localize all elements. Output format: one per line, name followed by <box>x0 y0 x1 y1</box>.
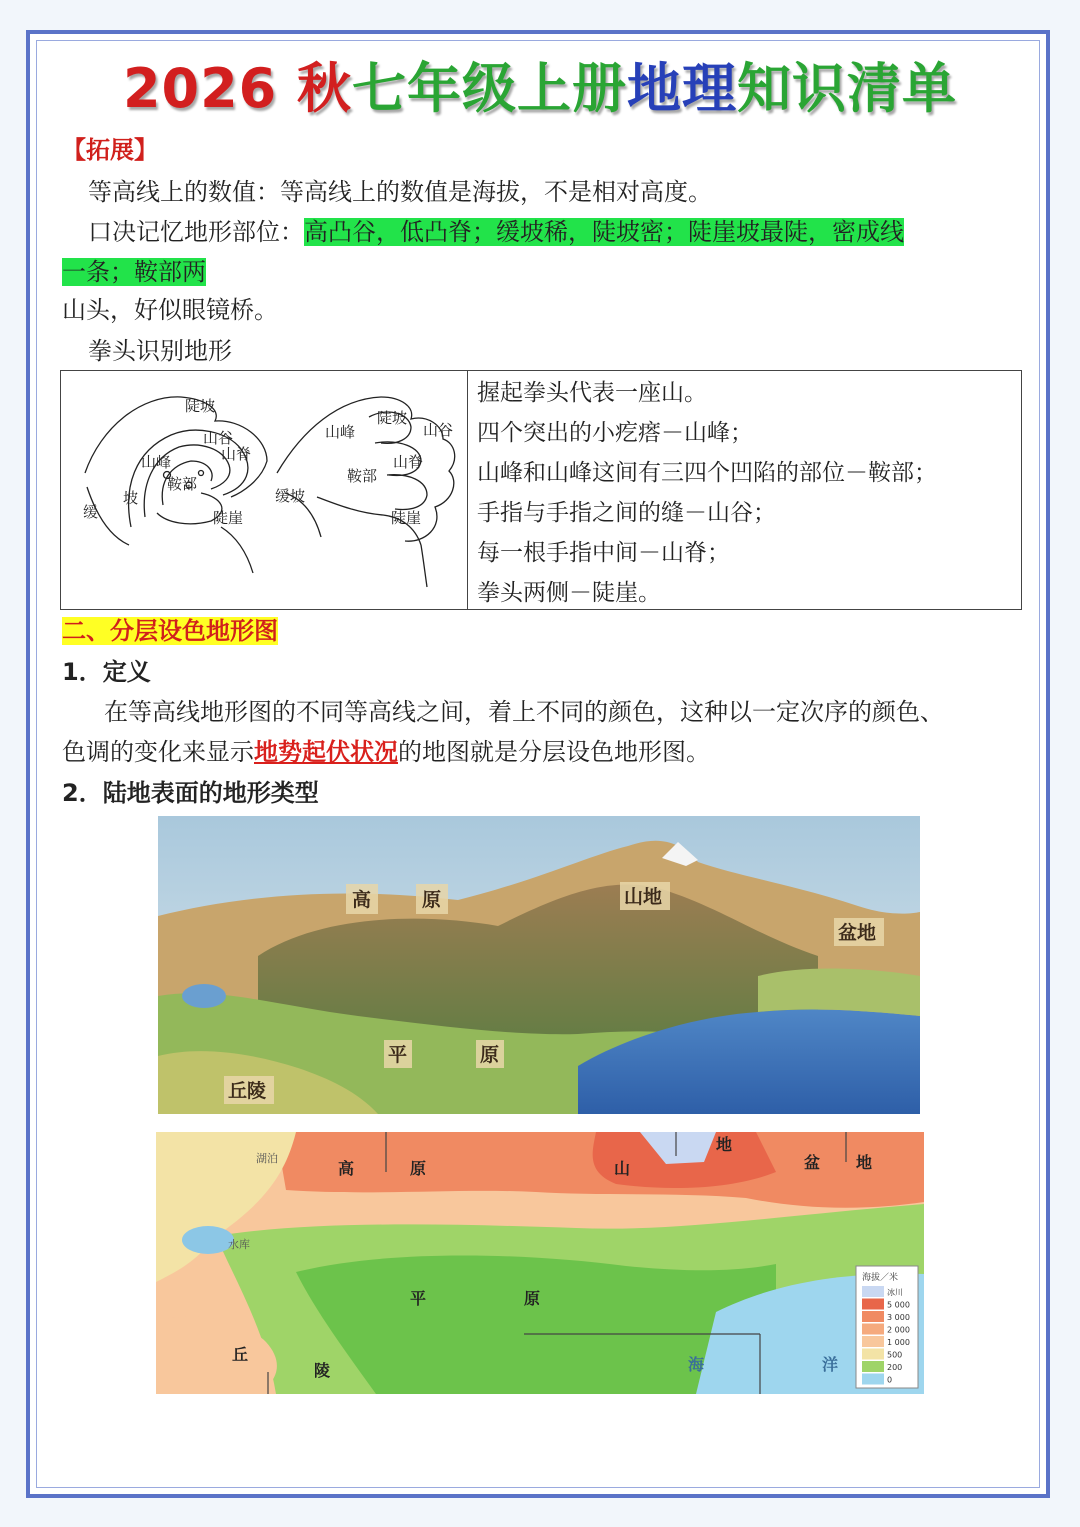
landscape-label-plain-b: 原 <box>480 1044 500 1066</box>
map-label-hills-b: 陵 <box>314 1361 331 1380</box>
definition-suffix: 的地图就是分层设色地形图。 <box>398 738 710 766</box>
legend-swatch <box>862 1374 884 1385</box>
legend-label: 冰川 <box>887 1288 903 1297</box>
landscape-illustration <box>158 816 920 1114</box>
landscape-label-hills: 丘陵 <box>228 1080 267 1102</box>
map-label-plain-b: 原 <box>524 1289 541 1308</box>
elevation-legend <box>856 1266 918 1388</box>
map-label-sea-a: 海 <box>688 1355 705 1374</box>
fist-diagrams <box>71 377 463 605</box>
map-label-mountain-a: 山 <box>614 1159 631 1178</box>
landscape-label-plateau-b: 原 <box>422 889 442 911</box>
legend-swatch <box>862 1349 884 1360</box>
map-label-basin-a: 盆 <box>804 1153 821 1172</box>
definition-heading: 1．定义 <box>62 658 151 686</box>
mnemonic-highlight-1: 高凸谷，低凸脊；缓坡稀，陡坡密；陡崖坡最陡，密成线 <box>304 218 904 246</box>
fist-line: 四个突出的小疙瘩－山峰； <box>477 420 753 446</box>
map-label-lake: 湖泊 <box>256 1152 278 1165</box>
right-label-gentle-slope: 缓坡 <box>275 487 306 505</box>
landscape-label-mountain: 山地 <box>624 886 663 908</box>
left-label-ridge: 山脊 <box>221 445 252 463</box>
mnemonic-highlight-2: 一条；鞍部两 <box>62 258 206 286</box>
left-label-cliff: 陡崖 <box>213 509 244 527</box>
left-label-gentle-b: 坡 <box>123 489 139 507</box>
section2-heading-text: 二、分层设色地形图 <box>62 617 278 645</box>
legend-label: 200 <box>887 1363 903 1372</box>
definition-line-2 <box>62 732 710 772</box>
expand-heading: 【拓展】 <box>62 136 158 164</box>
legend-label: 1 000 <box>887 1338 910 1347</box>
legend-swatch <box>862 1361 884 1372</box>
left-label-saddle: 鞍部 <box>167 475 198 493</box>
mnemonic-tail: 山头，好似眼镜桥。 <box>62 296 278 324</box>
left-label-steep-slope: 陡坡 <box>185 397 216 415</box>
contour-value-line: 等高线上的数值：等高线上的数值是海拔，不是相对高度。 <box>88 178 712 206</box>
legend-swatch <box>862 1311 884 1322</box>
legend-label: 0 <box>887 1375 893 1385</box>
legend-label: 3 000 <box>887 1313 910 1322</box>
layered-color-map <box>156 1132 924 1394</box>
fist-line: 握起拳头代表一座山。 <box>477 380 707 406</box>
left-label-peak: 山峰 <box>141 453 172 471</box>
legend-swatch <box>862 1299 884 1310</box>
map-label-sea-b: 洋 <box>822 1355 839 1374</box>
fist-line: 拳头两侧－陡崖。 <box>477 580 661 606</box>
fist-explanation <box>477 373 937 613</box>
legend-label: 500 <box>887 1350 903 1360</box>
map-label-plateau-a: 高 <box>338 1159 355 1178</box>
title-part-year: 2026 秋 <box>122 57 353 120</box>
fist-heading: 拳头识别地形 <box>88 337 232 365</box>
left-label-gentle-a: 缓 <box>83 503 99 521</box>
left-label-valley: 山谷 <box>203 429 234 447</box>
definition-prefix: 色调的变化来显示 <box>62 738 254 766</box>
mnemonic-line-2 <box>62 252 206 292</box>
right-label-cliff: 陡崖 <box>391 509 422 527</box>
mnemonic-line-1 <box>88 212 904 252</box>
right-label-steep-slope: 陡坡 <box>377 409 408 427</box>
mnemonic-prefix: 口决记忆地形部位： <box>88 218 304 246</box>
table-divider <box>467 371 468 609</box>
fist-terrain-table <box>60 370 1022 610</box>
map-label-basin-b: 地 <box>856 1153 873 1172</box>
map-label-mountain-b: 地 <box>716 1135 733 1154</box>
landscape-label-plateau-a: 高 <box>352 889 372 911</box>
map-label-plateau-b: 原 <box>410 1159 427 1178</box>
definition-line-1: 在等高线地形图的不同等高线之间，着上不同的颜色，这种以一定次序的颜色、 <box>104 698 944 726</box>
legend-title: 海拔／米 <box>862 1273 899 1283</box>
right-label-ridge: 山脊 <box>393 453 424 471</box>
title-part-list: 知识清单 <box>737 57 958 120</box>
title-part-grade: 七年级上册 <box>352 57 628 120</box>
legend-swatch <box>862 1286 884 1297</box>
fist-line: 手指与手指之间的缝－山谷； <box>477 500 776 526</box>
legend-swatch <box>862 1336 884 1347</box>
right-label-valley: 山谷 <box>423 421 454 439</box>
landscape-label-plain-a: 平 <box>388 1044 408 1066</box>
title-part-subject: 地理 <box>627 57 738 120</box>
legend-label: 5 000 <box>887 1300 910 1310</box>
fist-line: 每一根手指中间－山脊； <box>477 540 730 566</box>
page-title <box>0 46 1080 123</box>
landform-types-heading: 2．陆地表面的地形类型 <box>62 779 319 807</box>
map-label-plain-a: 平 <box>410 1289 427 1308</box>
right-label-saddle: 鞍部 <box>347 467 378 485</box>
basin <box>758 969 920 1017</box>
map-label-reservoir: 水库 <box>228 1238 250 1251</box>
legend-swatch <box>862 1324 884 1335</box>
fist-line: 山峰和山峰这间有三四个凹陷的部位－鞍部； <box>477 460 937 486</box>
reservoir-area <box>182 1226 234 1254</box>
reservoir <box>182 984 226 1008</box>
definition-highlight: 地势起伏状况 <box>254 738 398 766</box>
right-label-peak: 山峰 <box>325 423 356 441</box>
map-label-hills-a: 丘 <box>232 1345 249 1364</box>
legend-label: 2 000 <box>887 1325 910 1335</box>
landscape-label-basin: 盆地 <box>838 922 877 944</box>
section2-heading <box>62 611 278 651</box>
